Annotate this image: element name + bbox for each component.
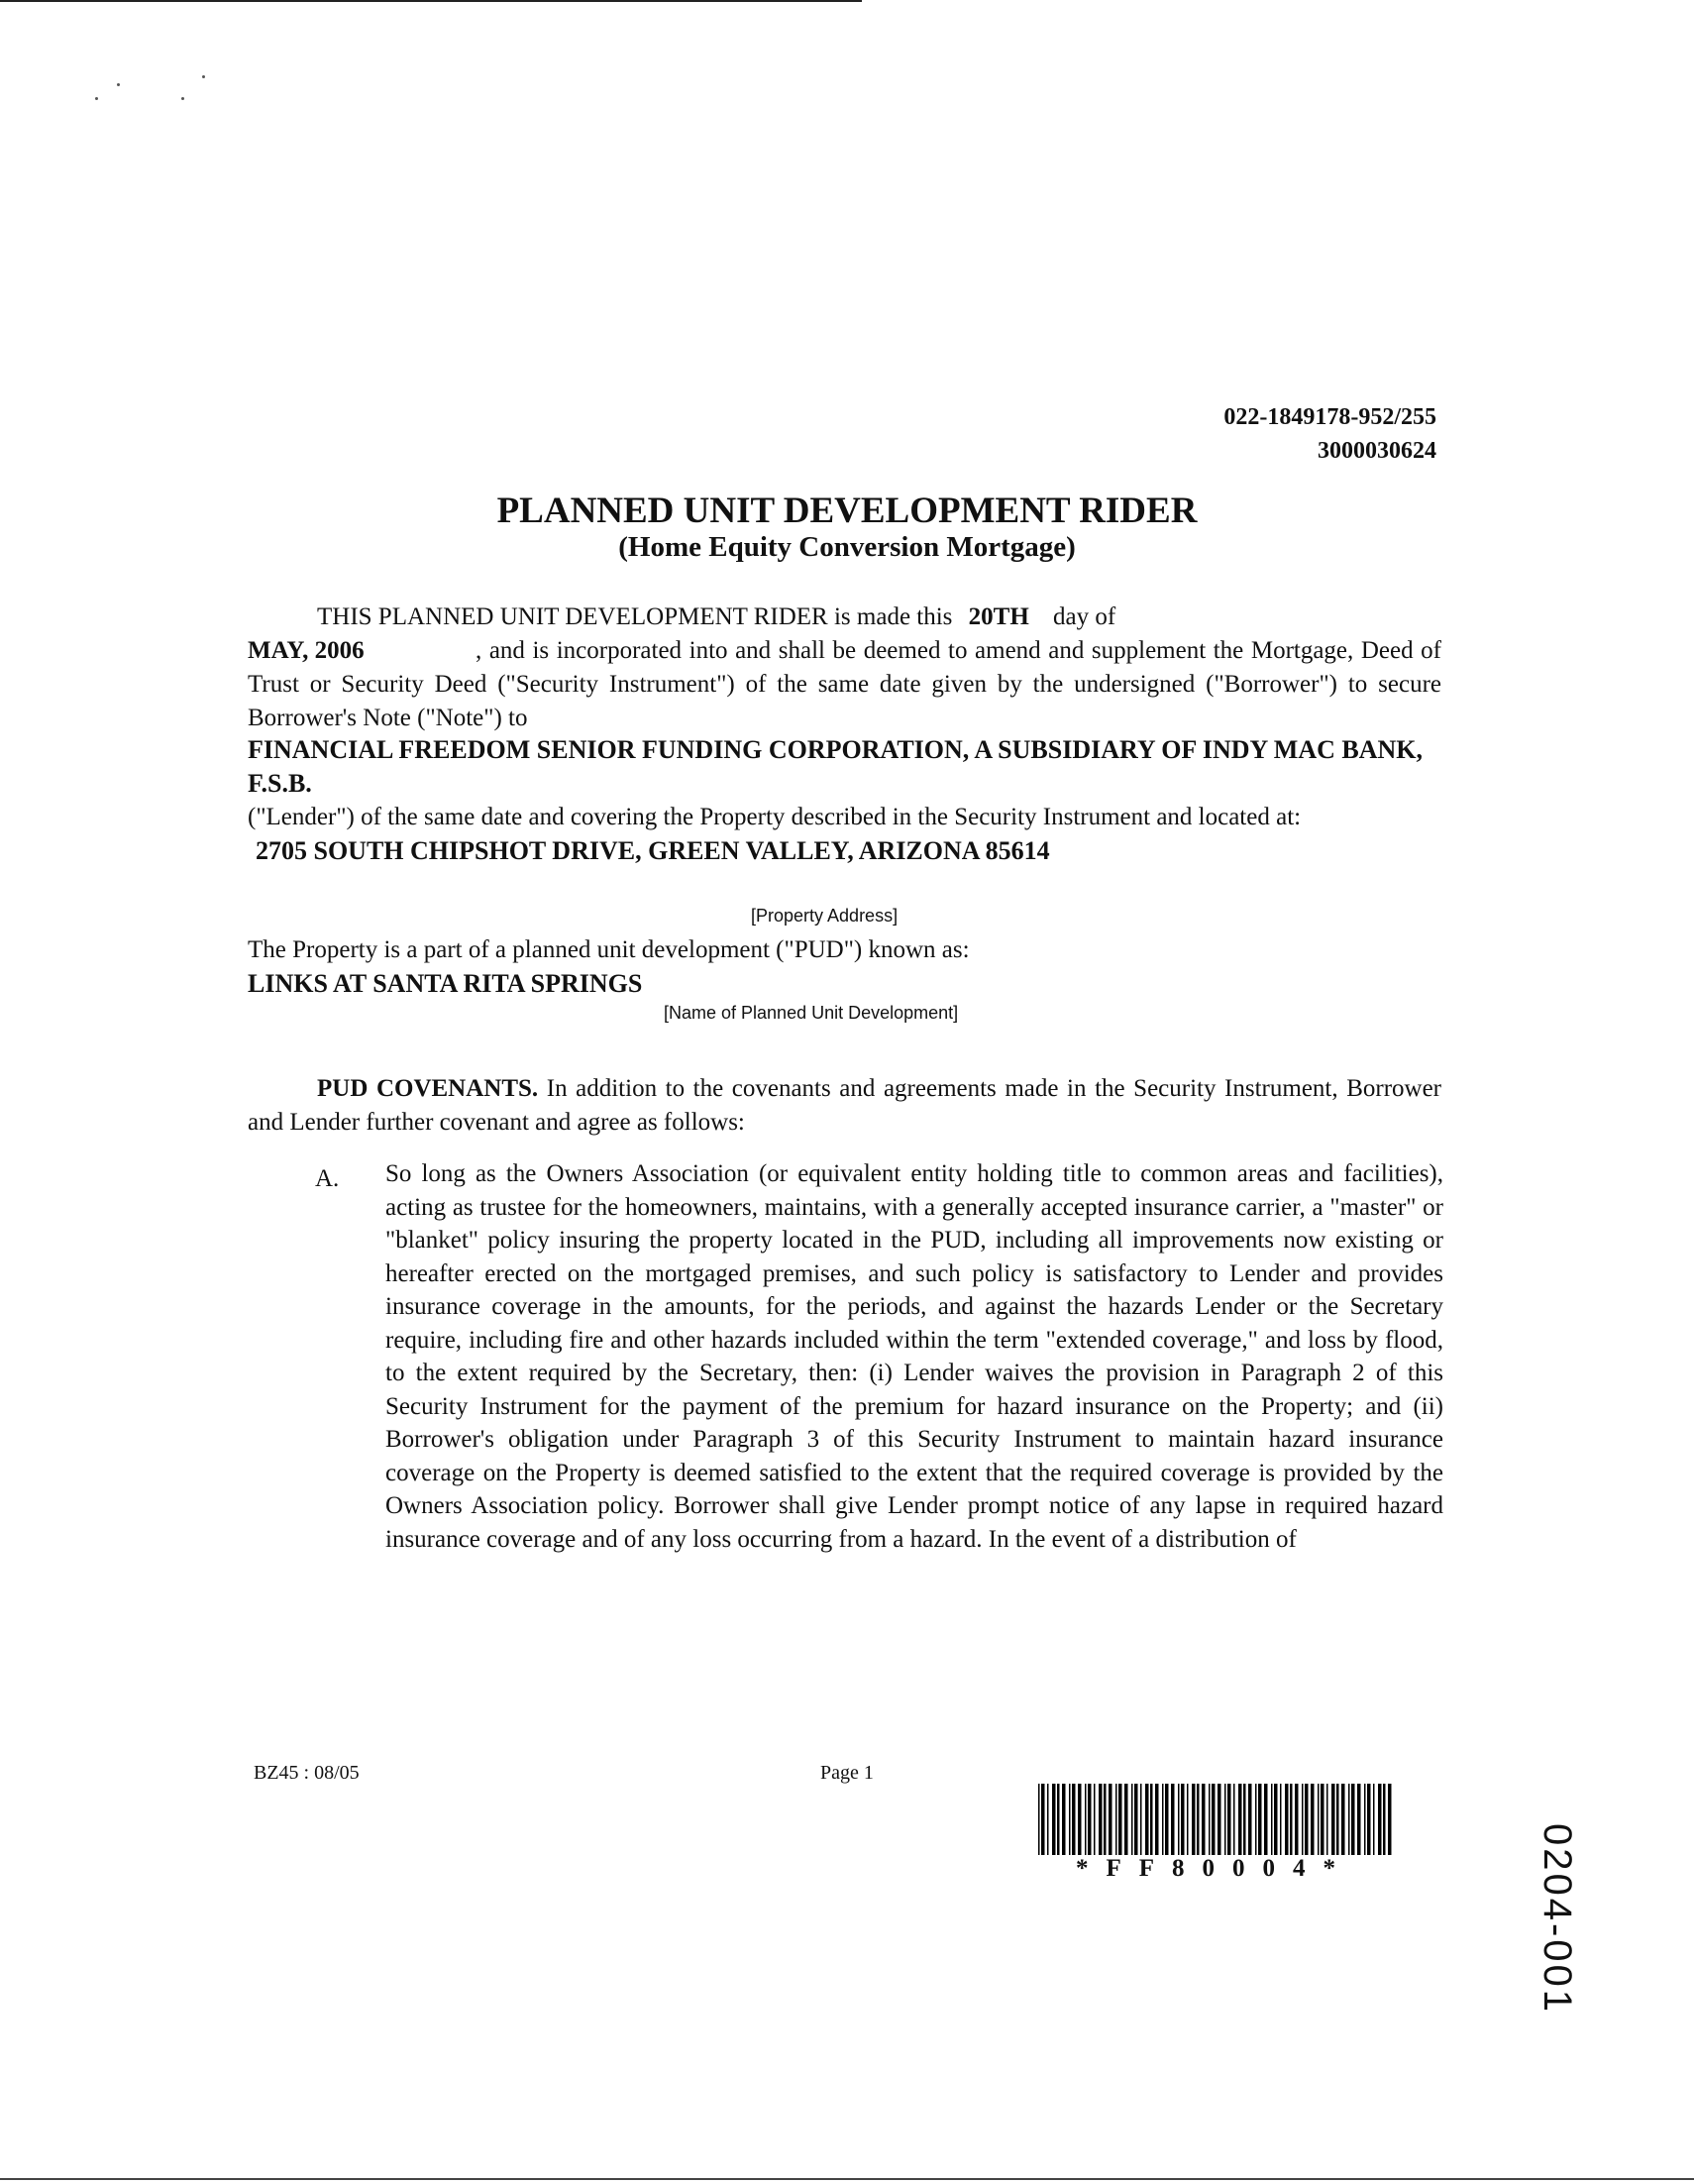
top-border-line — [0, 0, 862, 2]
barcode-bar — [1305, 1784, 1309, 1855]
barcode-bar — [1321, 1784, 1324, 1855]
item-a-label: A. — [315, 1165, 340, 1192]
barcode-bar — [1057, 1784, 1060, 1855]
barcode-bar — [1041, 1784, 1045, 1855]
barcode-bar — [1124, 1784, 1128, 1855]
page-number: Page 1 — [820, 1762, 874, 1784]
barcode-bar — [1078, 1784, 1082, 1855]
rider-date: MAY, 2006 — [248, 637, 365, 664]
barcode-bar — [1178, 1784, 1180, 1855]
barcode-bar — [1364, 1784, 1366, 1855]
intro-lead — [317, 601, 1115, 634]
barcode-bar — [1224, 1784, 1226, 1855]
intro-continuation: , and is incorporated into and shall be deemed to amend and supplement the Mortgage, Deed of Trust or Security Deed ("Security Instrument") of the same date given by the undersigned ("Borrower") to secure Borrower's Note ("Note") to — [248, 637, 1441, 731]
property-address: 2705 SOUTH CHIPSHOT DRIVE, GREEN VALLEY, ARIZONA 85614 — [256, 836, 1050, 865]
document-subtitle: (Home Equity Conversion Mortgage) — [618, 531, 1076, 563]
barcode-bar — [1388, 1784, 1392, 1855]
pud-name-caption: [Name of Planned Unit Development] — [664, 1003, 959, 1023]
document-title: PLANNED UNIT DEVELOPMENT RIDER — [496, 491, 1198, 531]
bottom-border-line — [0, 2178, 1694, 2180]
barcode-bar — [1094, 1784, 1096, 1855]
pud-covenants-heading: PUD COVENANTS. — [317, 1075, 539, 1102]
barcode-bar — [1373, 1784, 1375, 1855]
barcode-bar — [1212, 1784, 1216, 1855]
lender-name: FINANCIAL FREEDOM SENIOR FUNDING CORPORATION, A SUBSIDIARY OF INDY MAC BANK, F.S.B. — [248, 735, 1424, 798]
scan-speck — [181, 97, 184, 100]
barcode-bar — [1258, 1784, 1262, 1855]
barcode-bar — [1243, 1784, 1246, 1855]
barcode-bar — [1145, 1784, 1149, 1855]
pud-covenants-text: In addition to the covenants and agreements made in the Security Instrument, Borrower and Lender further covenant and agree as follows: — [248, 1075, 1441, 1136]
barcode-bar — [1162, 1784, 1164, 1855]
barcode-bar — [1271, 1784, 1273, 1855]
barcode-bar — [1311, 1784, 1315, 1855]
intro-lead-text: THIS PLANNED UNIT DEVELOPMENT RIDER is made this — [317, 603, 953, 630]
scan-speck — [117, 83, 120, 86]
barcode-bar — [1248, 1784, 1252, 1855]
barcode-bar — [1085, 1784, 1087, 1855]
barcode-bar — [1378, 1784, 1382, 1855]
barcode-bar — [1218, 1784, 1221, 1855]
barcode-bar — [1255, 1784, 1257, 1855]
barcode-bar — [1052, 1784, 1056, 1855]
barcode-bar — [1238, 1784, 1242, 1855]
lender-clause: ("Lender") of the same date and covering the Property described in the Security Instrument and located at: — [248, 804, 1302, 830]
barcode-bar — [1109, 1784, 1112, 1855]
barcode-bar — [1072, 1784, 1076, 1855]
barcode-bar — [1192, 1784, 1196, 1855]
form-code: BZ45 : 08/05 — [254, 1762, 360, 1784]
item-a-text: So long as the Owners Association (or equivalent entity holding title to common areas and facilities), acting as trustee for the homeowners, maintains, with a generally accepted insurance carrier, a "master" or "blanket" policy insuring the property located in the PUD, including all improvements now existing or hereafter erected on the mortgaged premises, and such policy is satisfactory to Lender and provides insurance coverage in the amounts, for the periods, and against the hazards Lender or the Secretary require, including fire and other hazards included within the term "extended coverage," and loss by flood, to the extent required by the Secretary, then: (i) Lender waives the provision in Paragraph 2 of this Security Instrument for the payment of the premium for hazard insurance on the Property; and (ii) Borrower's obligation under Paragraph 3 of this Security Instrument to maintain hazard insurance coverage on the Property is deemed satisfied to the extent that the required coverage is provided by the Owners Association policy. Borrower shall give Lender prompt notice of any lapse in required hazard insurance coverage and of any loss occurring from a hazard. In the event of a distribution of — [385, 1160, 1443, 1553]
barcode-bar — [1290, 1784, 1293, 1855]
barcode-bar — [1181, 1784, 1185, 1855]
barcode-bar — [1348, 1784, 1350, 1855]
barcode-bar — [1104, 1784, 1107, 1855]
barcode-bar — [1197, 1784, 1200, 1855]
barcode-bar — [1274, 1784, 1278, 1855]
barcode-bar — [1331, 1784, 1335, 1855]
barcode-image — [1036, 1784, 1393, 1855]
barcode-bar — [1150, 1784, 1153, 1855]
pud-covenants-paragraph — [248, 1072, 1441, 1140]
barcode-bar — [1209, 1784, 1211, 1855]
case-number: 3000030624 — [1318, 438, 1436, 464]
barcode-bar — [1227, 1784, 1231, 1855]
barcode-bar — [1165, 1784, 1169, 1855]
barcode-bar — [1280, 1784, 1282, 1855]
barcode-bar — [1341, 1784, 1345, 1855]
rider-day: 20TH — [968, 603, 1029, 630]
barcode-bar — [1088, 1784, 1092, 1855]
intro-paragraph — [248, 634, 1441, 735]
pud-name: LINKS AT SANTA RITA SPRINGS — [248, 969, 643, 998]
barcode-bar — [1131, 1784, 1133, 1855]
barcode-bar — [1062, 1784, 1066, 1855]
barcode-bar — [1233, 1784, 1235, 1855]
side-stamp: 0204-001 — [1535, 1823, 1579, 2016]
barcode-bar — [1047, 1784, 1049, 1855]
barcode-bar — [1264, 1784, 1268, 1855]
barcode-bar — [1155, 1784, 1159, 1855]
scan-speck — [202, 75, 205, 78]
scan-speck — [95, 97, 98, 100]
barcode-bar — [1302, 1784, 1304, 1855]
barcode-bar — [1038, 1784, 1040, 1855]
barcode-bar — [1367, 1784, 1371, 1855]
barcode-bar — [1357, 1784, 1361, 1855]
barcode-bar — [1336, 1784, 1339, 1855]
barcode-bar — [1171, 1784, 1175, 1855]
pud-clause: The Property is a part of a planned unit development ("PUD") known as: — [248, 936, 970, 963]
barcode-bar — [1318, 1784, 1320, 1855]
barcode-text: *FF80004* — [1075, 1855, 1354, 1882]
loan-number: 022-1849178-952/255 — [1223, 404, 1436, 430]
barcode-bar — [1202, 1784, 1206, 1855]
barcode-bar — [1140, 1784, 1142, 1855]
barcode-bar — [1351, 1784, 1355, 1855]
barcode-bar — [1285, 1784, 1289, 1855]
barcode-bar — [1383, 1784, 1386, 1855]
barcode-bar — [1187, 1784, 1189, 1855]
barcode-bar — [1099, 1784, 1103, 1855]
barcode-bar — [1326, 1784, 1328, 1855]
barcode-bar — [1295, 1784, 1299, 1855]
intro-day-of: day of — [1053, 603, 1116, 630]
barcode-bar — [1069, 1784, 1071, 1855]
barcode-bar — [1118, 1784, 1122, 1855]
barcode-bar — [1134, 1784, 1138, 1855]
barcode-bar — [1115, 1784, 1117, 1855]
property-address-caption: [Property Address] — [751, 906, 899, 926]
